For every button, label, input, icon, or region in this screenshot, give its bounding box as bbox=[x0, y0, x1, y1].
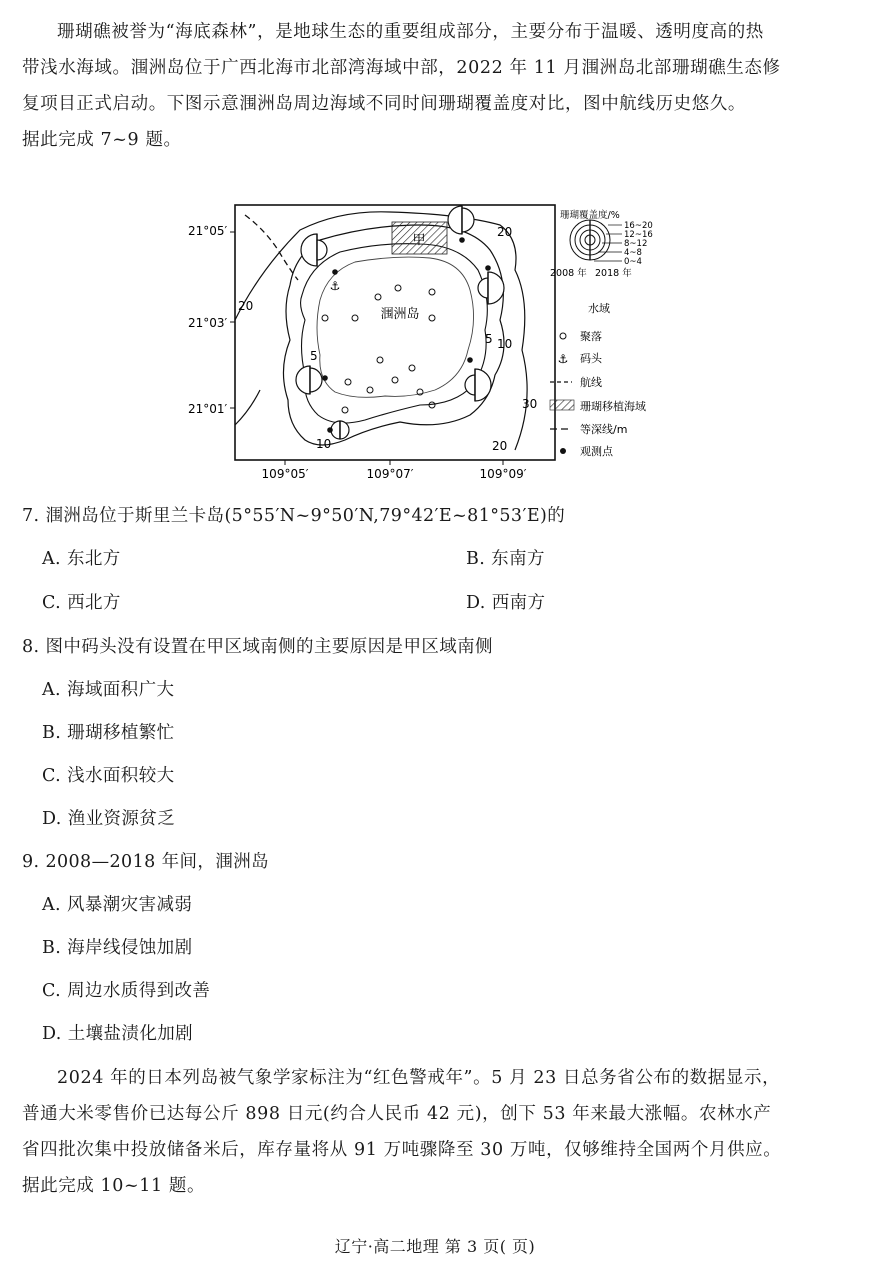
legend-year-2018: 2018 年 bbox=[595, 268, 632, 279]
q9-option-d[interactable]: D. 土壤盐渍化加剧 bbox=[42, 1024, 194, 1044]
island-label: 涠洲岛 bbox=[380, 307, 420, 322]
q9-option-a[interactable]: A. 风暴潮灾害减弱 bbox=[42, 895, 193, 915]
legend-wharf: 码头 bbox=[580, 352, 602, 365]
contour-label: 20 bbox=[238, 299, 254, 313]
intro-line: 复项目正式启动。下图示意涠洲岛周边海域不同时间珊瑚覆盖度对比，图中航线历史悠久。 bbox=[22, 94, 746, 114]
legend-wharf-icon: ⚓ bbox=[557, 352, 569, 366]
zone-label-jia: 甲 bbox=[412, 233, 426, 248]
legend-year-2008: 2008 年 bbox=[550, 268, 587, 279]
legend-transplant: 珊瑚移植海域 bbox=[580, 400, 646, 413]
intro-line: 珊瑚礁被誉为“海底森林”，是地球生态的重要组成部分，主要分布于温暖、透明度高的热 bbox=[57, 22, 764, 42]
shipping-route bbox=[245, 215, 298, 280]
island-coastline bbox=[317, 257, 474, 397]
question-8-stem: 8. 图中码头没有设置在甲区域南侧的主要原因是甲区域南侧 bbox=[22, 637, 493, 657]
lat-label: 21°01′ bbox=[188, 402, 228, 416]
question-7-stem: 7. 涠洲岛位于斯里兰卡岛(5°55′N~9°50′N,79°42′E~81°53′E)的 bbox=[22, 506, 566, 526]
legend-settlement: 聚落 bbox=[580, 330, 602, 343]
legend-range: 12~16 bbox=[624, 230, 653, 240]
contour-20-left bbox=[235, 390, 260, 425]
contour-label: 10 bbox=[497, 337, 513, 351]
intro-line: 据此完成 7~9 题。 bbox=[22, 130, 182, 150]
intro-paragraph-rice bbox=[22, 1060, 852, 1204]
intro-line: 带浅水海域。涠洲岛位于广西北海市北部湾海域中部，2022 年 11 月涠洲岛北部珊瑚礁生态修 bbox=[22, 58, 781, 78]
intro-line: 据此完成 10~11 题。 bbox=[22, 1176, 206, 1196]
contour-label: 10 bbox=[316, 437, 332, 451]
intro-line: 省四批次集中投放储备米后，库存量将从 91 万吨骤降至 30 万吨，仅够维持全国两个月供应。 bbox=[22, 1140, 782, 1160]
lat-label: 21°03′ bbox=[188, 316, 228, 330]
weizhou-island-map-figure bbox=[170, 200, 700, 494]
q8-option-a[interactable]: A. 海域面积广大 bbox=[42, 680, 175, 700]
lon-label: 109°07′ bbox=[366, 467, 414, 481]
intro-line: 2024 年的日本列岛被气象学家标注为“红色警戒年”。5 月 23 日总务省公布的数据显示， bbox=[57, 1068, 781, 1088]
q7-option-b[interactable]: B. 东南方 bbox=[466, 549, 545, 569]
contour-label: 5 bbox=[310, 349, 318, 363]
legend-range: 4~8 bbox=[624, 248, 642, 258]
intro-paragraph-coral bbox=[22, 14, 852, 158]
lon-label: 109°09′ bbox=[479, 467, 527, 481]
legend-range: 0~4 bbox=[624, 257, 642, 267]
contour-label: 20 bbox=[497, 225, 513, 239]
contour-20 bbox=[235, 212, 527, 450]
lat-label: 21°05′ bbox=[188, 224, 228, 238]
q9-option-b[interactable]: B. 海岸线侵蚀加剧 bbox=[42, 938, 193, 958]
map-legend bbox=[550, 209, 653, 458]
legend-range: 16~20 bbox=[624, 221, 653, 231]
legend-water: 水域 bbox=[588, 302, 610, 315]
wharf-icon: ⚓ bbox=[329, 279, 341, 293]
page-footer: 辽宁·高二地理 第 3 页( 页) bbox=[334, 1237, 536, 1256]
legend-route: 航线 bbox=[580, 376, 602, 389]
legend-range: 8~12 bbox=[624, 239, 648, 249]
intro-line: 普通大米零售价已达每公斤 898 日元(约合人民币 42 元)，创下 53 年来最大涨幅。农林水产 bbox=[22, 1104, 772, 1124]
contour-label: 30 bbox=[522, 397, 538, 411]
lon-label: 109°05′ bbox=[261, 467, 309, 481]
legend-contour: 等深线/m bbox=[580, 423, 628, 436]
contour-label: 5 bbox=[485, 332, 493, 346]
legend-coverage-symbol bbox=[570, 220, 610, 260]
contour-label: 20 bbox=[492, 439, 508, 453]
q8-option-c[interactable]: C. 浅水面积较大 bbox=[42, 766, 175, 786]
map-svg bbox=[170, 200, 700, 490]
q9-option-c[interactable]: C. 周边水质得到改善 bbox=[42, 981, 211, 1001]
q8-option-d[interactable]: D. 渔业资源贫乏 bbox=[42, 809, 176, 829]
q7-option-c[interactable]: C. 西北方 bbox=[42, 593, 121, 613]
legend-coverage-title: 珊瑚覆盖度/% bbox=[560, 210, 620, 221]
question-9-stem: 9. 2008—2018 年间，涠洲岛 bbox=[22, 852, 269, 872]
q8-option-b[interactable]: B. 珊瑚移植繁忙 bbox=[42, 723, 175, 743]
legend-observation: 观测点 bbox=[580, 445, 613, 458]
q7-option-a[interactable]: A. 东北方 bbox=[42, 549, 121, 569]
q7-option-d[interactable]: D. 西南方 bbox=[466, 593, 546, 613]
